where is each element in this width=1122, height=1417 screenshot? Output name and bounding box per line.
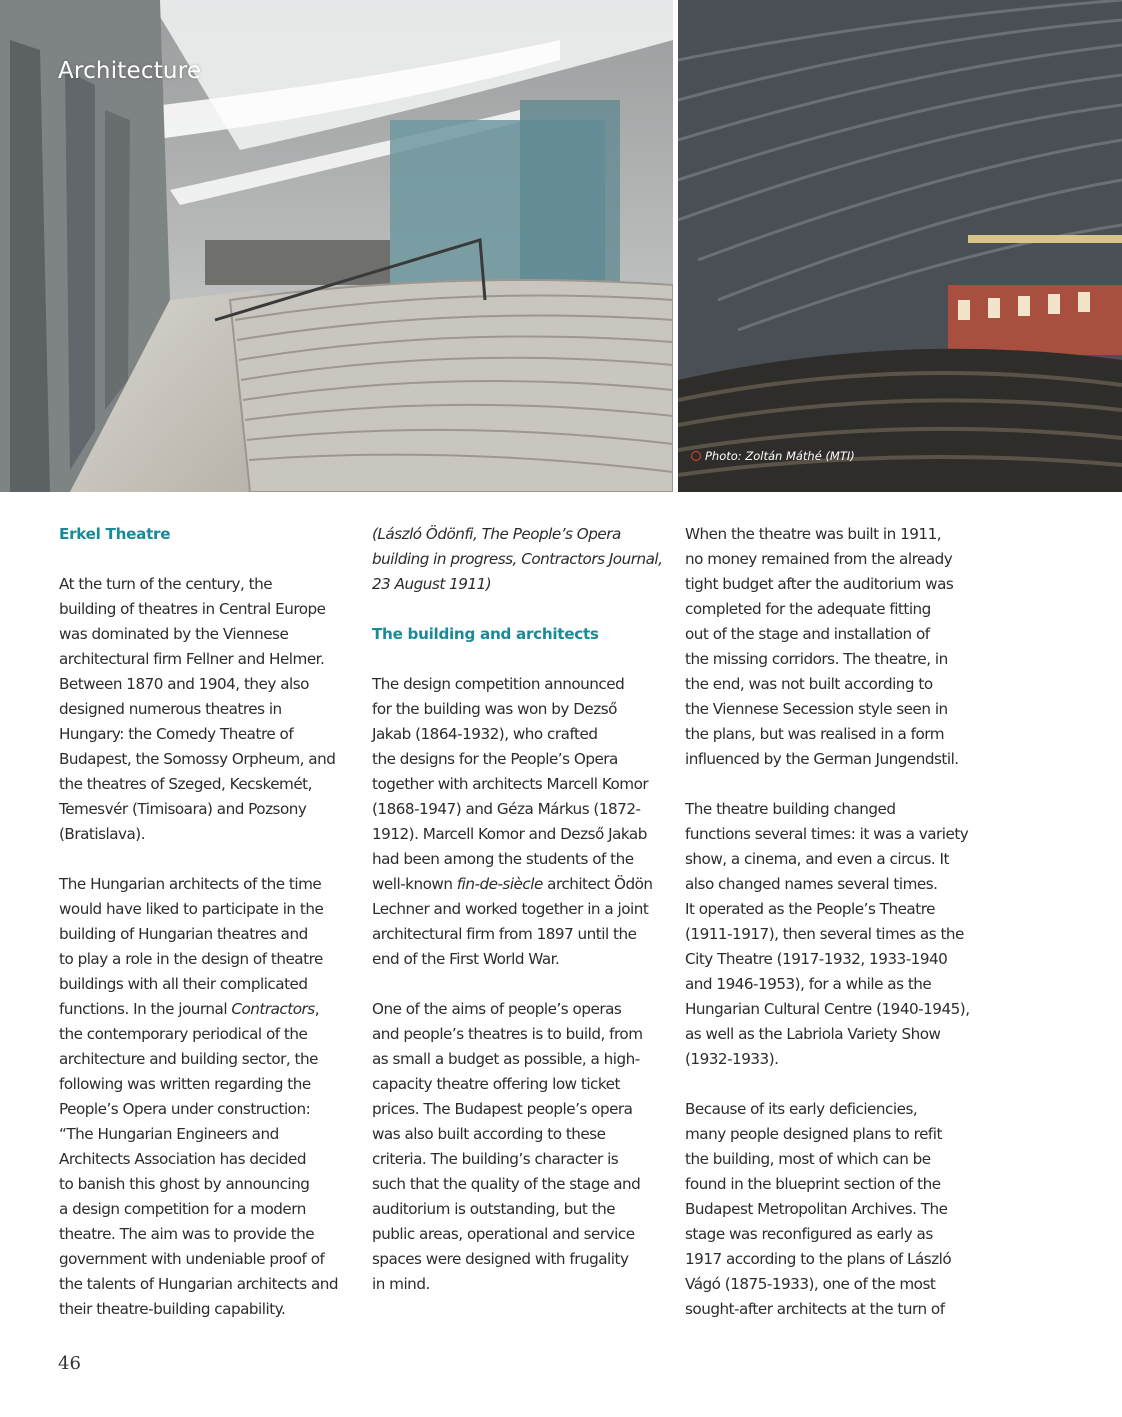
text-line: 23 August 1911): [372, 575, 492, 593]
text-line: government with undeniable proof of: [59, 1250, 325, 1268]
text-line: Because of its early deficiencies,: [685, 1100, 918, 1118]
text-line: as small a budget as possible, a high-: [372, 1050, 640, 1068]
text-line: 1917 according to the plans of László: [685, 1250, 952, 1268]
text-line: The theatre building changed: [685, 800, 896, 818]
text-line: Jakab (1864-1932), who crafted: [372, 725, 598, 743]
text-line: sought-after architects at the turn of: [685, 1300, 945, 1318]
text-line: City Theatre (1917-1932, 1933-1940: [685, 950, 948, 968]
text-line: the talents of Hungarian architects and: [59, 1275, 339, 1293]
text-fragment: architect Ödön: [542, 875, 653, 893]
text-line: the end, was not built according to: [685, 675, 933, 693]
text-line: would have liked to participate in the: [59, 900, 324, 918]
text-line: to banish this ghost by announcing: [59, 1175, 310, 1193]
text-line: stage was reconfigured as early as: [685, 1225, 933, 1243]
text-line: (1868-1947) and Géza Márkus (1872-: [372, 800, 641, 818]
paragraph: [372, 672, 672, 972]
text-line: out of the stage and installation of: [685, 625, 930, 643]
text-line: (1911-1917), then several times as the: [685, 925, 964, 943]
text-line: (László Ödönfi, The People’s Opera: [372, 525, 621, 543]
text-line: Budapest Metropolitan Archives. The: [685, 1200, 948, 1218]
text-line: functions several times: it was a variety: [685, 825, 969, 843]
text-line: One of the aims of people’s operas: [372, 1000, 622, 1018]
paragraph: [59, 872, 359, 1322]
text-line: building of Hungarian theatres and: [59, 925, 308, 943]
text-line: “The Hungarian Engineers and: [59, 1125, 279, 1143]
text-line: the theatres of Szeged, Kecskemét,: [59, 775, 312, 793]
text-line: show, a cinema, and even a circus. It: [685, 850, 949, 868]
text-line: The design competition announced: [372, 675, 625, 693]
text-line: public areas, operational and service: [372, 1225, 635, 1243]
text-line: Architects Association has decided: [59, 1150, 306, 1168]
text-line: (Bratislava).: [59, 825, 146, 843]
text-line: Vágó (1875-1933), one of the most: [685, 1275, 936, 1293]
text-fragment: ,: [314, 1000, 320, 1018]
paragraph: [685, 522, 985, 772]
text-line: end of the First World War.: [372, 950, 560, 968]
text-line: buildings with all their complicated: [59, 975, 308, 993]
text-line: Hungarian Cultural Centre (1940-1945),: [685, 1000, 970, 1018]
text-line: designed numerous theatres in: [59, 700, 282, 718]
text-line: the building, most of which can be: [685, 1150, 931, 1168]
text-line: was dominated by the Viennese: [59, 625, 289, 643]
text-line: the contemporary periodical of the: [59, 1025, 308, 1043]
text-column-1: [59, 522, 359, 1347]
journal-title: Contractors: [231, 1000, 315, 1018]
text-fragment: well-known: [372, 875, 457, 893]
text-line: completed for the adequate fitting: [685, 600, 931, 618]
article-heading: Erkel Theatre: [59, 525, 171, 543]
text-line: People’s Opera under construction:: [59, 1100, 311, 1118]
text-line: together with architects Marcell Komor: [372, 775, 649, 793]
text-line: (1932-1933).: [685, 1050, 779, 1068]
text-line: as well as the Labriola Variety Show: [685, 1025, 941, 1043]
text-line: the plans, but was realised in a form: [685, 725, 945, 743]
auditorium-photo: [678, 0, 1122, 492]
text-line: a design competition for a modern: [59, 1200, 306, 1218]
text-line: their theatre-building capability.: [59, 1300, 286, 1318]
auditorium-illustration: [678, 0, 1122, 492]
text-line: When the theatre was built in 1911,: [685, 525, 942, 543]
text-line: to play a role in the design of theatre: [59, 950, 323, 968]
text-line: was also built according to these: [372, 1125, 606, 1143]
text-line: Budapest, the Somossy Orpheum, and: [59, 750, 336, 768]
paragraph: [59, 572, 359, 847]
text-line: criteria. The building’s character is: [372, 1150, 619, 1168]
text-fragment: functions. In the journal: [59, 1000, 232, 1018]
text-line: building of theatres in Central Europe: [59, 600, 326, 618]
credit-circle-icon: [691, 451, 701, 461]
text-line: 1912). Marcell Komor and Dezső Jakab: [372, 825, 647, 843]
text-line: prices. The Budapest people’s opera: [372, 1100, 633, 1118]
text-line: no money remained from the already: [685, 550, 953, 568]
text-line: the missing corridors. The theatre, in: [685, 650, 948, 668]
text-line: architecture and building sector, the: [59, 1050, 318, 1068]
text-line: Between 1870 and 1904, they also: [59, 675, 309, 693]
text-line: also changed names several times.: [685, 875, 938, 893]
text-line: the designs for the People’s Opera: [372, 750, 618, 768]
text-line: architectural firm Fellner and Helmer.: [59, 650, 325, 668]
text-line: Lechner and worked together in a joint: [372, 900, 649, 918]
text-line: many people designed plans to refit: [685, 1125, 942, 1143]
text-line: auditorium is outstanding, but the: [372, 1200, 616, 1218]
text-line: Hungary: the Comedy Theatre of: [59, 725, 294, 743]
text-column-3: [685, 522, 985, 1347]
text-line: It operated as the People’s Theatre: [685, 900, 935, 918]
text-line: building in progress, Contractors Journal,: [372, 550, 663, 568]
paragraph: [685, 1097, 985, 1322]
text-line: and 1946-1953), for a while as the: [685, 975, 932, 993]
text-line: theatre. The aim was to provide the: [59, 1225, 315, 1243]
text-line: spaces were designed with frugality: [372, 1250, 629, 1268]
paragraph: [372, 997, 672, 1297]
text-line: tight budget after the auditorium was: [685, 575, 954, 593]
text-line: following was written regarding the: [59, 1075, 311, 1093]
photo-credit-text: Photo: Zoltán Máthé (MTI): [705, 449, 855, 463]
text-line: the Viennese Secession style seen in: [685, 700, 948, 718]
section-heading: The building and architects: [372, 625, 599, 643]
text-line: influenced by the German Jungendstil.: [685, 750, 959, 768]
section-label: Architecture: [58, 58, 202, 84]
text-line: [59, 997, 359, 1022]
text-line: found in the blueprint section of the: [685, 1175, 941, 1193]
text-line: [372, 872, 672, 897]
text-line: had been among the students of the: [372, 850, 634, 868]
paragraph: [685, 797, 985, 1072]
text-line: At the turn of the century, the: [59, 575, 273, 593]
citation: [372, 522, 672, 597]
text-line: architectural firm from 1897 until the: [372, 925, 637, 943]
text-line: such that the quality of the stage and: [372, 1175, 641, 1193]
page-number: 46: [58, 1353, 81, 1374]
text-line: Temesvér (Timisoara) and Pozsony: [59, 800, 307, 818]
text-column-2: [372, 522, 672, 1322]
italic-term: fin-de-siècle: [456, 875, 543, 893]
text-line: The Hungarian architects of the time: [59, 875, 322, 893]
photo-credit: [691, 449, 855, 463]
text-line: capacity theatre offering low ticket: [372, 1075, 620, 1093]
text-line: in mind.: [372, 1275, 430, 1293]
hero-photos: [0, 0, 1122, 492]
text-line: for the building was won by Dezső: [372, 700, 617, 718]
text-line: and people’s theatres is to build, from: [372, 1025, 643, 1043]
